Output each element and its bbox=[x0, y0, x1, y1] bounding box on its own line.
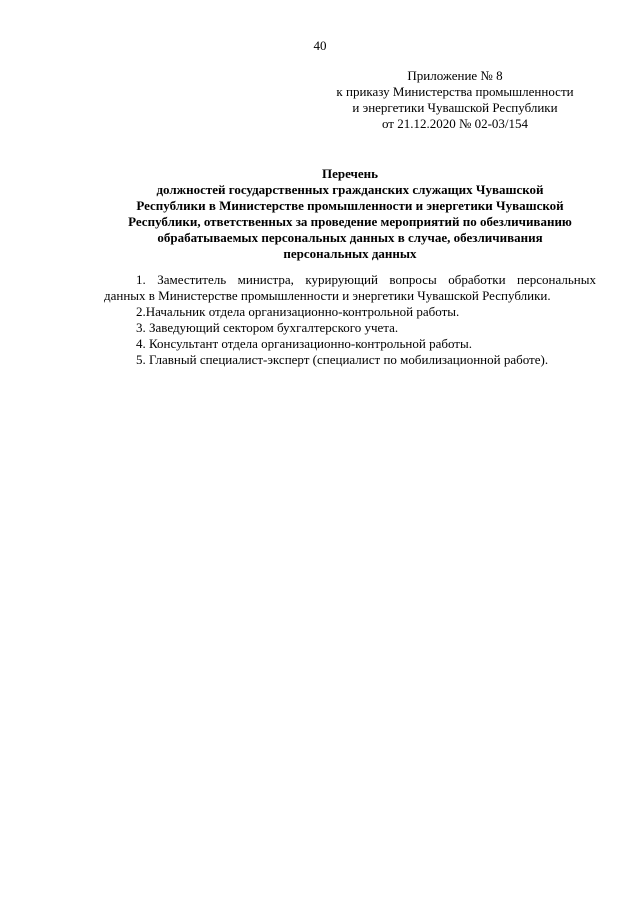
list-item-2: 2.Начальник отдела организационно-контрольной работы. bbox=[136, 304, 460, 319]
title-line-1: Перечень bbox=[321, 166, 379, 181]
document-title bbox=[100, 166, 600, 262]
list-item bbox=[104, 288, 596, 304]
list-item-3: 3. Заведующий сектором бухгалтерского учета. bbox=[136, 320, 399, 335]
list-item bbox=[104, 336, 596, 352]
positions-list bbox=[104, 272, 596, 368]
appendix-line-2: к приказу Министерства промышленности bbox=[336, 84, 574, 99]
title-line-2: должностей государственных гражданских служащих Чувашской bbox=[156, 182, 544, 197]
title-line-5: обрабатываемых персональных данных в случае, обезличивания bbox=[157, 230, 543, 245]
appendix-header bbox=[320, 68, 590, 132]
list-item bbox=[104, 320, 596, 336]
title-line-6: персональных данных bbox=[283, 246, 417, 261]
list-item-4: 4. Консультант отдела организационно-контрольной работы. bbox=[136, 336, 472, 351]
appendix-line-1: Приложение № 8 bbox=[407, 68, 503, 83]
appendix-line-3: и энергетики Чувашской Республики bbox=[352, 100, 558, 115]
list-item bbox=[104, 272, 596, 288]
title-line-4: Республики, ответственных за проведение мероприятий по обезличиванию bbox=[128, 214, 572, 229]
list-item-5: 5. Главный специалист-эксперт (специалист по мобилизационной работе). bbox=[136, 352, 549, 367]
title-line-3: Республики в Министерстве промышленности и энергетики Чувашской bbox=[136, 198, 564, 213]
list-item bbox=[104, 304, 596, 320]
list-item bbox=[104, 352, 596, 368]
list-item-1-line-2: данных в Министерстве промышленности и энергетики Чувашской Республики. bbox=[104, 288, 551, 303]
page-number: 40 bbox=[313, 38, 327, 53]
list-item-1-line-1: 1. Заместитель министра, курирующий вопросы обработки персональных bbox=[136, 272, 596, 287]
appendix-line-4: от 21.12.2020 № 02-03/154 bbox=[381, 116, 529, 131]
